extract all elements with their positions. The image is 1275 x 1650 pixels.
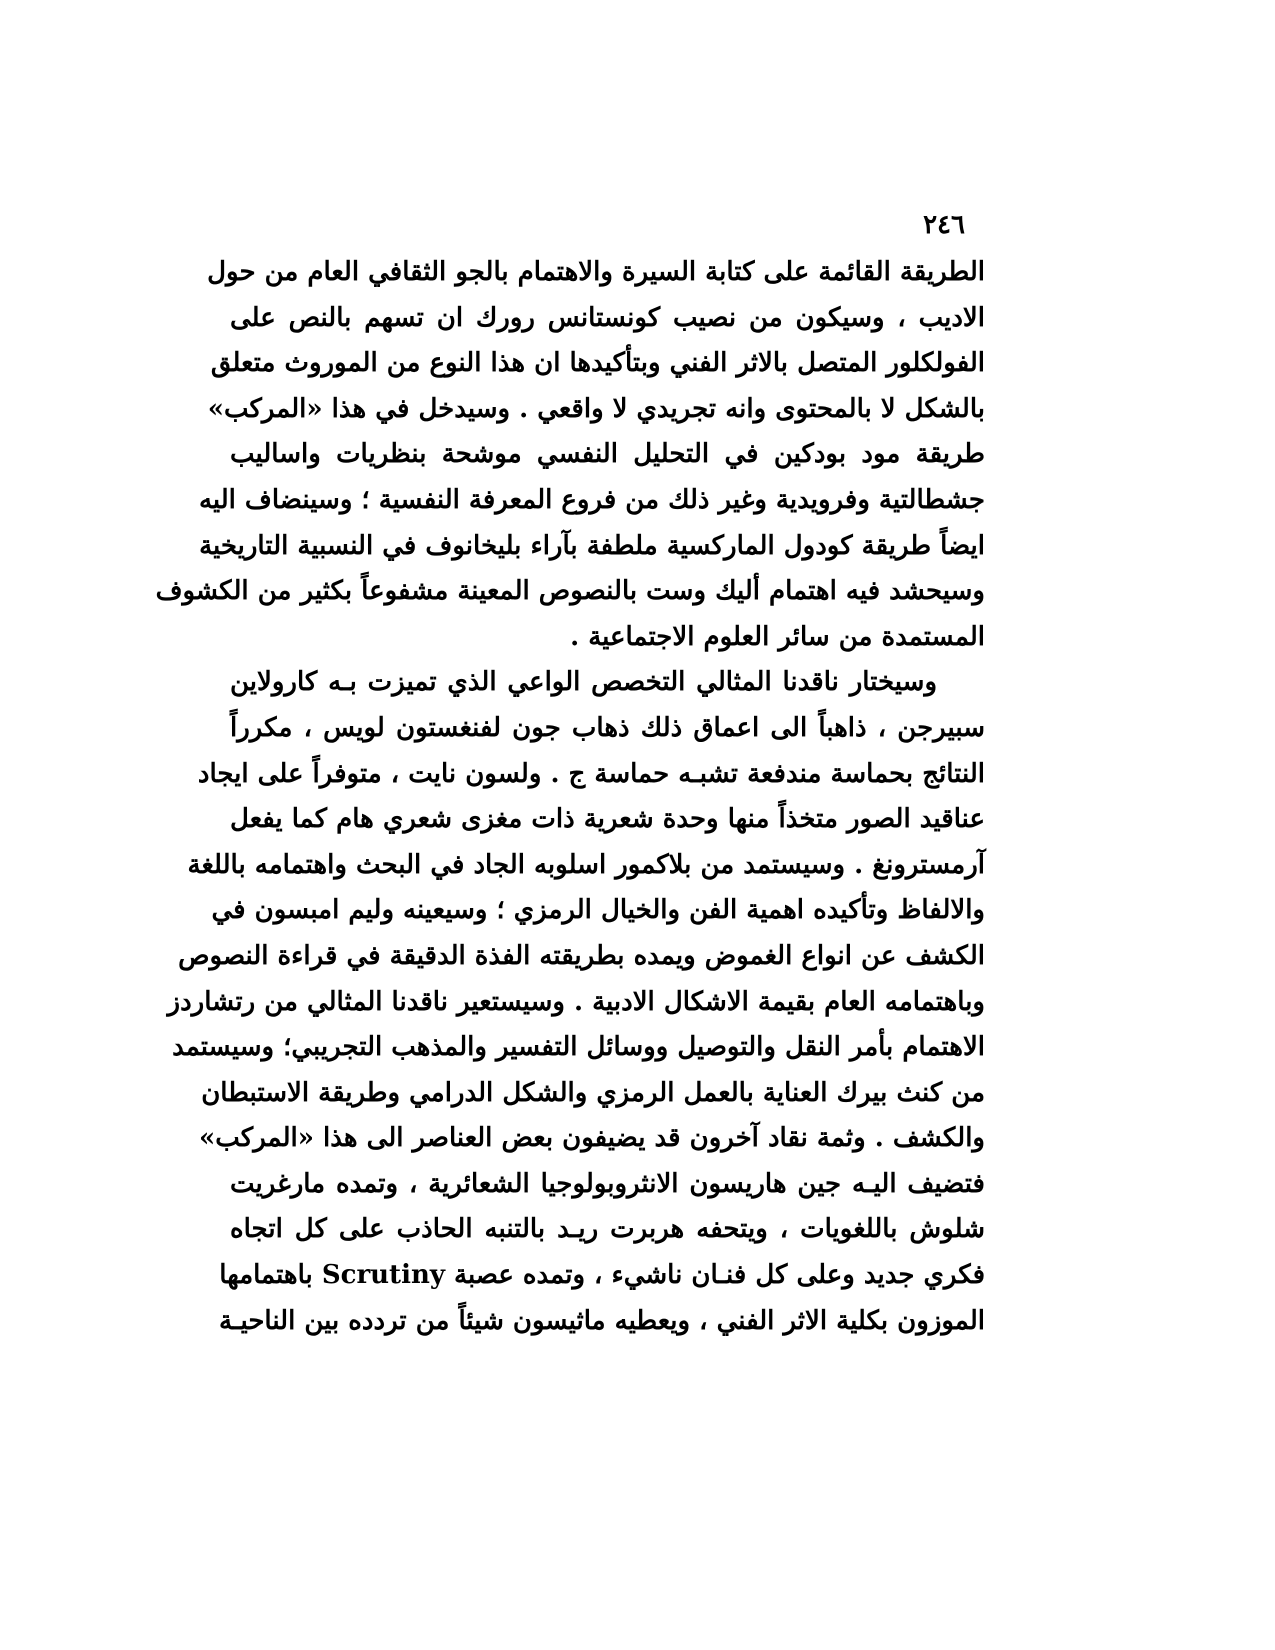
text-line: الكشف عن انواع الغموض ويمده بطريقته الفذة الدقيقة في قراءة النصوص — [178, 940, 985, 971]
text-line: فتضيف اليـه جين هاريسون الانثروبولوجيا الشعائرية ، وتمده مارغريت — [230, 1168, 985, 1199]
text-line: عناقيد الصور متخذاً منها وحدة شعرية ذات مغزى شعري هام كما يفعل — [230, 804, 985, 835]
text-line: طريقة مود بودكين في التحليل النفسي موشحة بنظريات واساليب — [230, 439, 985, 470]
text-line: بالشكل لا بالمحتوى وانه تجريدي لا واقعي . وسيدخل في هذا «المركب» — [207, 393, 985, 424]
text-line: فكري جديد وعلى كل فنـان ناشيء ، وتمده عصبة Scrutiny باهتمامها — [219, 1260, 985, 1291]
text-line: الفولكلور المتصل بالاثر الفني وبتأكيدها ان هذا النوع من الموروث متعلق — [210, 348, 985, 379]
page-number: ٢٤٦ — [923, 210, 965, 240]
text-line: الطريقة القائمة على كتابة السيرة والاهتمام بالجو الثقافي العام من حول — [207, 257, 985, 287]
text-line: النتائج بحماسة مندفعة تشبـه حماسة ج . ولسون نايت ، متوفراً على ايجاد — [197, 758, 985, 789]
text-line: والالفاظ وتأكيده اهمية الفن والخيال الرمزي ؛ وسيعينه وليم امبسون في — [211, 895, 985, 926]
text-line: من كنث بيرك العناية بالعمل الرمزي والشكل الدرامي وطريقة الاستبطان — [201, 1077, 985, 1108]
text-line: الموزون بكلية الاثر الفني ، ويعطيه ماثيسون شيئاً من تردده بين الناحيـة — [218, 1305, 985, 1336]
body-text — [155, 250, 985, 1344]
text-line: جشطالتية وفرويدية وغير ذلك من فروع المعرفة النفسية ؛ وسينضاف اليه — [198, 484, 985, 515]
text-line: شلوش باللغويات ، ويتحفه هربرت ريـد بالتنبه الحاذب على كل اتجاه — [230, 1214, 985, 1245]
text-line: الاهتمام بأمر النقل والتوصيل ووسائل التفسير والمذهب التجريبي؛ وسيستمد — [172, 1032, 985, 1063]
text-line: آرمسترونغ . وسيستمد من بلاكمور اسلوبه الجاد في البحث واهتمامه باللغة — [187, 849, 985, 880]
text-line: وسيختار ناقدنا المثالي التخصص الواعي الذي تميزت بـه كارولاين — [230, 667, 937, 698]
text-line: المستمدة من سائر العلوم الاجتماعية . — [570, 621, 985, 652]
text-line: سبيرجن ، ذاهباً الى اعماق ذلك ذهاب جون لفنغستون لويس ، مكرراً — [230, 712, 985, 743]
text-line: ايضاً طريقة كودول الماركسية ملطفة بآراء بليخانوف في النسبية التاريخية — [199, 530, 985, 561]
text-line: والكشف . وثمة نقاد آخرون قد يضيفون بعض العناصر الى هذا «المركب» — [199, 1123, 985, 1154]
text-line: الاديب ، وسيكون من نصيب كونستانس رورك ان تسهم بالنص على — [230, 302, 985, 333]
text-line: وسيحشد فيه اهتمام أليك وست بالنصوص المعينة مشفوعاً بكثير من الكشوف — [155, 576, 985, 607]
text-line: وباهتمامه العام بقيمة الاشكال الادبية . وسيستعير ناقدنا المثالي من رتشاردز — [167, 986, 985, 1017]
